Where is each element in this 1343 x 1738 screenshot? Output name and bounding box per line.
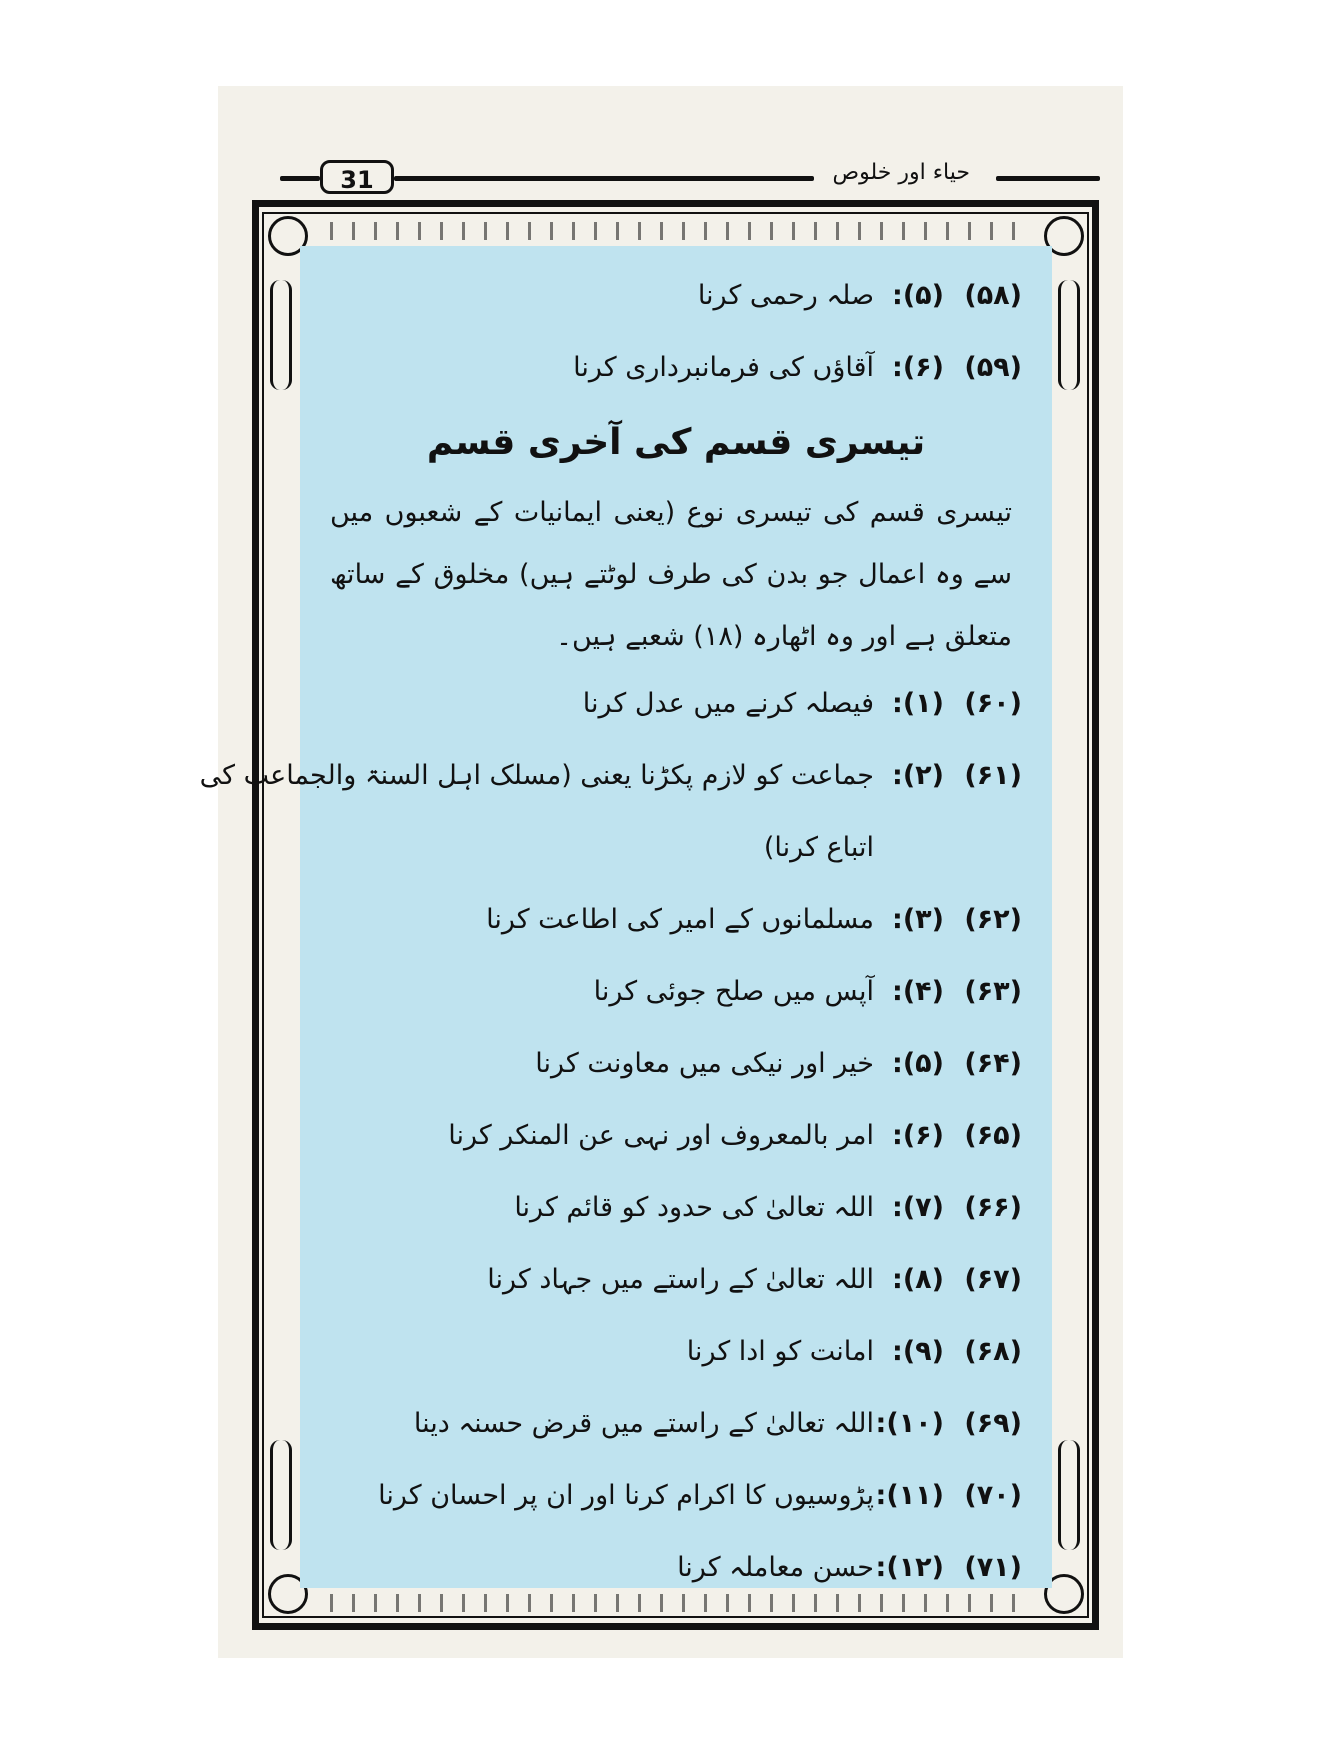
- item-subnumber: (۱):: [892, 688, 944, 719]
- item-number: (۶۹): [964, 1408, 1022, 1439]
- item-subnumber: (۹):: [892, 1336, 944, 1367]
- list-item: [199, 740, 1022, 812]
- item-text: صلہ رحمی کرنا: [697, 280, 874, 311]
- item-number: (۶۲): [964, 904, 1022, 935]
- item-subnumber: (۷):: [892, 1192, 944, 1223]
- section-heading: تیسری قسم کی آخری قسم: [426, 422, 926, 463]
- item-text: امر بالمعروف اور نہی عن المنکر کرنا: [448, 1120, 874, 1151]
- top-ornament-band: [330, 222, 1020, 240]
- list-item: [330, 1100, 1022, 1172]
- item-number: (۶۸): [964, 1336, 1022, 1367]
- header-rule-left: [280, 176, 320, 181]
- side-ornament-right-top: [1058, 280, 1080, 390]
- item-number: (۶۴): [964, 1048, 1022, 1079]
- item-text: خیر اور نیکی میں معاونت کرنا: [535, 1048, 874, 1079]
- item-text: اللہ تعالیٰ کی حدود کو قائم کرنا: [514, 1192, 874, 1223]
- item-subnumber: (۶):: [892, 1120, 944, 1151]
- list-item: [330, 1028, 1022, 1100]
- item-subnumber: (۵):: [892, 1048, 944, 1079]
- item-number: (۵۹): [964, 352, 1022, 383]
- item-subnumber: (۵):: [892, 280, 944, 311]
- item-number: (۶۱): [964, 760, 1022, 791]
- item-number: (۶۶): [964, 1192, 1022, 1223]
- item-text: امانت کو ادا کرنا: [686, 1336, 874, 1367]
- item-text: اللہ تعالیٰ کے راستے میں جہاد کرنا: [487, 1264, 874, 1295]
- top-list: [330, 260, 1022, 404]
- side-ornament-right-bottom: [1058, 1440, 1080, 1550]
- item-subnumber: (۲):: [892, 760, 944, 791]
- item-number: (۷۰): [964, 1480, 1022, 1511]
- header-rule-middle: [394, 176, 814, 181]
- list-item: [330, 884, 1022, 956]
- item-number: (۶۳): [964, 976, 1022, 1007]
- item-subnumber: (۸):: [892, 1264, 944, 1295]
- item-subnumber: (۶):: [892, 352, 944, 383]
- header-rule-right: [996, 176, 1100, 181]
- page-header: [280, 160, 1100, 196]
- main-list: [199, 668, 1022, 1604]
- list-item: [330, 1316, 1022, 1388]
- item-text: فیصلہ کرنے میں عدل کرنا: [582, 688, 874, 719]
- item-subnumber: (۴):: [892, 976, 944, 1007]
- page-number: 31: [320, 160, 394, 194]
- item-number: (۶۷): [964, 1264, 1022, 1295]
- list-item: [330, 1388, 1022, 1460]
- item-text: آپس میں صلح جوئی کرنا: [593, 976, 874, 1007]
- list-item: [330, 956, 1022, 1028]
- item-number: (۶۰): [964, 688, 1022, 719]
- list-item: [330, 1460, 1022, 1532]
- list-item: [330, 668, 1022, 740]
- list-item: [330, 1244, 1022, 1316]
- item-text: اللہ تعالیٰ کے راستے میں قرض حسنہ دینا: [413, 1408, 874, 1439]
- item-text: مسلمانوں کے امیر کی اطاعت کرنا: [486, 904, 874, 935]
- item-number: (۵۸): [964, 280, 1022, 311]
- side-ornament-left-top: [270, 280, 292, 390]
- list-item: [330, 260, 1022, 332]
- page-content: [199, 246, 1052, 1588]
- list-item-continuation: اتباع کرنا): [763, 832, 874, 863]
- item-subnumber: (۱۱):: [875, 1480, 944, 1511]
- item-text: جماعت کو لازم پکڑنا یعنی (مسلک اہل السنۃ والجماعت کی: [199, 760, 874, 791]
- item-subnumber: (۱۲):: [875, 1552, 944, 1583]
- item-text: پڑوسیوں کا اکرام کرنا اور ان پر احسان کرنا: [378, 1480, 874, 1511]
- item-text: حسن معاملہ کرنا: [677, 1552, 874, 1583]
- list-item: [330, 1532, 1022, 1604]
- side-ornament-left-bottom: [270, 1440, 292, 1550]
- item-subnumber: (۱۰):: [875, 1408, 944, 1439]
- list-item: [330, 1172, 1022, 1244]
- section-intro: تیسری قسم کی تیسری نوع (یعنی ایمانیات کے شعبوں میں سے وہ اعمال جو بدن کی طرف لوٹتے ہیں) مخلوق کے ساتھ متعلق ہے اور وہ اٹھارہ (۱۸) شعبے ہیں۔: [330, 497, 1012, 652]
- running-title: حیاء اور خلوص: [832, 160, 970, 185]
- item-subnumber: (۳):: [892, 904, 944, 935]
- item-text: آقاؤں کی فرمانبرداری کرنا: [573, 352, 874, 383]
- list-item: [330, 332, 1022, 404]
- item-number: (۷۱): [964, 1552, 1022, 1583]
- item-number: (۶۵): [964, 1120, 1022, 1151]
